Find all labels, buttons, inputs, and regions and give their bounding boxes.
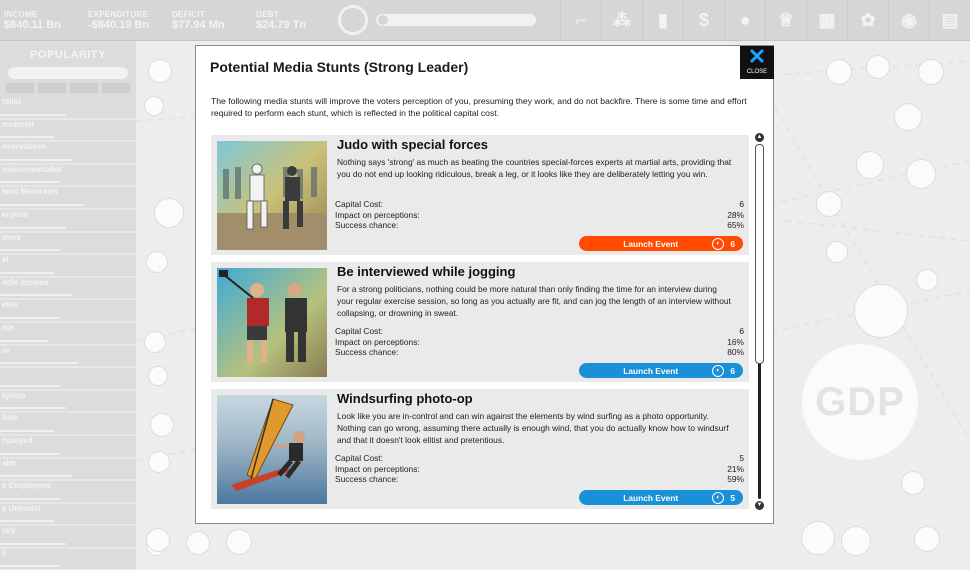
voter-group-label: motorist bbox=[2, 119, 34, 129]
voter-group[interactable] bbox=[0, 323, 136, 346]
voter-group[interactable] bbox=[0, 187, 136, 210]
voter-group[interactable] bbox=[0, 481, 136, 504]
success-row bbox=[335, 347, 744, 358]
policy-bubble[interactable] bbox=[186, 531, 210, 555]
stunt-description: Look like you are in-control and can win against the elements by wind surfing as a photo opportunity. Nothing can go wrong, assuming there actually is enough wind, that you do actually know how to windsurf and that it doesn't look elitist and pretentious. bbox=[337, 411, 729, 445]
success-row bbox=[335, 474, 744, 485]
popularity-bar bbox=[0, 362, 78, 364]
row-label: Capital Cost: bbox=[335, 199, 383, 209]
voter-group[interactable] bbox=[0, 300, 136, 323]
row-value: 6 bbox=[739, 199, 744, 209]
policy-bubble[interactable] bbox=[918, 59, 944, 85]
launch-event-button[interactable] bbox=[579, 363, 743, 378]
stunt-card-windsurfing bbox=[211, 389, 749, 509]
voter-group-label: nvironmentalist bbox=[2, 164, 62, 174]
stunt-description: Nothing says 'strong' as much as beating the countries special-forces experts at martial arts, providing that you do not end up looking ridiculous, break a leg, or it looks like they are deliberately letting you win. bbox=[337, 157, 732, 179]
news-icon[interactable]: ▦ bbox=[806, 0, 847, 40]
voter-group[interactable] bbox=[0, 165, 136, 188]
stunt-card-judo bbox=[211, 135, 749, 255]
voter-group[interactable] bbox=[0, 346, 136, 369]
policy-bubble[interactable] bbox=[841, 526, 871, 556]
media-stunts-dialog bbox=[195, 45, 774, 524]
popularity-bar bbox=[0, 520, 54, 522]
policy-bubble[interactable] bbox=[826, 241, 848, 263]
popularity-bar bbox=[0, 430, 54, 432]
row-value: 21% bbox=[727, 463, 744, 474]
sidebar-tab[interactable] bbox=[6, 83, 34, 93]
impact-row bbox=[335, 337, 744, 348]
stat-value: $77.94 Mn bbox=[172, 18, 225, 31]
policy-bubble[interactable] bbox=[148, 366, 168, 386]
row-value: 28% bbox=[727, 209, 744, 220]
popularity-bar bbox=[0, 407, 66, 409]
stunt-list-scrollbar[interactable] bbox=[754, 133, 765, 514]
dialog-title: Potential Media Stunts (Strong Leader) bbox=[210, 59, 469, 75]
row-value: 6 bbox=[739, 326, 744, 336]
row-label: Success chance: bbox=[335, 347, 399, 357]
voter-group-list bbox=[0, 97, 136, 570]
voter-group-label: al bbox=[2, 255, 9, 265]
policy-bubble[interactable] bbox=[906, 159, 936, 189]
impact-row bbox=[335, 210, 744, 221]
political-capital-icon: ◐ bbox=[712, 492, 724, 504]
badge-icon[interactable]: ◉ bbox=[888, 0, 929, 40]
voter-group[interactable] bbox=[0, 210, 136, 233]
voter-group-label: ents bbox=[2, 300, 19, 310]
jogging-illustration bbox=[217, 268, 327, 377]
policy-bubble[interactable] bbox=[148, 451, 170, 473]
popularity-bar bbox=[0, 249, 60, 251]
policy-bubble[interactable] bbox=[226, 529, 252, 555]
policy-bubble[interactable] bbox=[801, 521, 835, 555]
capital-cost-row bbox=[335, 453, 744, 464]
policy-bubble[interactable] bbox=[150, 413, 174, 437]
stunt-description: For a strong politicians, nothing could be more natural than only finding the time for an interview during your regular exercise session, so long as you actually are fit, and can jog the length of an interview without collapsing, or drowning in sweat. bbox=[337, 284, 731, 318]
popularity-bar bbox=[0, 294, 72, 296]
policy-bubble[interactable] bbox=[144, 331, 166, 353]
stunt-title: Be interviewed while jogging bbox=[337, 264, 516, 279]
row-value: 16% bbox=[727, 336, 744, 347]
policy-bubble[interactable] bbox=[916, 269, 938, 291]
voter-group-label: ddle Income bbox=[2, 277, 49, 287]
stat-label: DEFICIT bbox=[172, 9, 206, 19]
stunt-card-jogging bbox=[211, 262, 749, 382]
stunt-stats bbox=[335, 453, 744, 485]
lightbulb-icon[interactable]: ● bbox=[724, 0, 765, 40]
stunt-list bbox=[211, 135, 749, 509]
popularity-bar bbox=[0, 272, 54, 274]
gear-icon[interactable]: ✿ bbox=[847, 0, 888, 40]
trophy-icon[interactable]: ♕ bbox=[765, 0, 806, 40]
popularity-bar bbox=[0, 317, 60, 319]
scroll-up-icon[interactable]: ▲ bbox=[756, 134, 763, 140]
row-value: 59% bbox=[727, 474, 744, 484]
voter-group[interactable] bbox=[0, 97, 136, 120]
voter-group[interactable] bbox=[0, 549, 136, 570]
scroll-thumb[interactable] bbox=[755, 144, 764, 364]
voter-group[interactable] bbox=[0, 413, 136, 436]
policy-bubble[interactable] bbox=[866, 55, 890, 79]
policy-bubble[interactable] bbox=[901, 471, 925, 495]
policy-bubble[interactable] bbox=[856, 151, 884, 179]
voter-group-label: eryone bbox=[2, 209, 29, 219]
sidebar-tab[interactable] bbox=[70, 83, 98, 93]
close-label: CLOSE bbox=[746, 69, 768, 75]
stunt-stats bbox=[335, 326, 744, 358]
policy-bubble[interactable] bbox=[854, 284, 908, 338]
launch-label: Launch Event bbox=[623, 365, 679, 376]
turn-progress-bar[interactable] bbox=[376, 14, 536, 26]
launch-cost: 5 bbox=[730, 492, 735, 503]
sidebar-title: POPULARITY bbox=[30, 49, 106, 61]
row-label: Impact on perceptions: bbox=[335, 209, 420, 220]
policy-bubble[interactable] bbox=[826, 59, 852, 85]
popularity-bar bbox=[0, 340, 48, 342]
stat-income bbox=[0, 10, 84, 31]
voter-group-label: hnic Minorities bbox=[2, 187, 59, 197]
popularity-bar bbox=[0, 114, 66, 116]
launch-cost: 6 bbox=[730, 365, 735, 376]
political-capital-icon: ◐ bbox=[712, 238, 724, 250]
stunt-title: Judo with special forces bbox=[337, 137, 488, 152]
stat-deficit bbox=[168, 10, 252, 31]
popularity-bar bbox=[0, 227, 66, 229]
popularity-bar bbox=[0, 565, 60, 567]
popularity-bar bbox=[0, 181, 60, 183]
turn-progress-knob[interactable] bbox=[378, 15, 388, 25]
top-bar bbox=[0, 0, 970, 41]
voter-group-label: or bbox=[2, 345, 10, 355]
policy-bubble[interactable] bbox=[144, 96, 164, 116]
judo-illustration bbox=[217, 141, 327, 250]
stunt-title: Windsurfing photo-op bbox=[337, 391, 473, 406]
stat-value: $24.79 Tn bbox=[256, 18, 307, 31]
stat-label: EXPENDITURE bbox=[88, 9, 149, 19]
popularity-bar bbox=[0, 475, 72, 477]
row-label: Capital Cost: bbox=[335, 326, 383, 336]
voter-group[interactable] bbox=[0, 142, 136, 165]
voter-group-label: talist bbox=[2, 97, 21, 106]
sidebar-tabs bbox=[6, 83, 130, 93]
voter-group-label: h bbox=[2, 548, 7, 558]
stat-value: $840.11 Bn bbox=[4, 18, 61, 31]
stat-debt bbox=[252, 10, 336, 31]
impact-row bbox=[335, 464, 744, 475]
popularity-bar bbox=[0, 385, 60, 387]
sidebar-tab[interactable] bbox=[38, 83, 66, 93]
launch-event-button[interactable] bbox=[579, 490, 743, 505]
voter-group[interactable] bbox=[0, 391, 136, 414]
stat-expenditure bbox=[84, 10, 168, 31]
sidebar-tab[interactable] bbox=[102, 83, 130, 93]
voter-group-label: nts bbox=[2, 322, 14, 332]
voter-group[interactable] bbox=[0, 504, 136, 527]
success-row bbox=[335, 220, 744, 231]
row-label: Success chance: bbox=[335, 220, 399, 230]
scroll-down-icon[interactable]: ▼ bbox=[756, 502, 763, 508]
policy-bubble[interactable] bbox=[894, 103, 922, 131]
voter-group[interactable] bbox=[0, 368, 136, 391]
popularity-sidebar bbox=[0, 41, 136, 570]
voter-group[interactable] bbox=[0, 120, 136, 143]
sidebar-filter-slider[interactable] bbox=[8, 67, 128, 79]
voter-group[interactable] bbox=[0, 526, 136, 549]
top-icon-bar bbox=[560, 0, 970, 40]
voter-group[interactable] bbox=[0, 278, 136, 301]
popularity-bar bbox=[0, 204, 84, 206]
gun-icon[interactable]: ⌐ bbox=[560, 0, 601, 40]
row-value: 5 bbox=[739, 453, 744, 463]
row-label: Success chance: bbox=[335, 474, 399, 484]
row-label: Capital Cost: bbox=[335, 453, 383, 463]
voter-group-label: e Employees bbox=[2, 481, 51, 491]
document-icon[interactable]: ▤ bbox=[929, 0, 970, 40]
launch-label: Launch Event bbox=[623, 492, 679, 503]
stat-label: DEBT bbox=[256, 9, 279, 19]
dollar-icon[interactable]: $ bbox=[683, 0, 724, 40]
popularity-bar bbox=[0, 453, 60, 455]
policy-bubble[interactable] bbox=[146, 528, 170, 552]
launch-cost: 6 bbox=[730, 238, 735, 249]
policy-bubble[interactable] bbox=[146, 251, 168, 273]
popularity-bar bbox=[0, 159, 72, 161]
people-icon[interactable]: ⁂ bbox=[601, 0, 642, 40]
policy-bubble[interactable] bbox=[154, 198, 184, 228]
row-label: Impact on perceptions: bbox=[335, 463, 420, 474]
close-icon: ✕ bbox=[747, 44, 767, 69]
voter-group-label: lists bbox=[2, 413, 19, 423]
voter-group-label: nployed bbox=[2, 435, 33, 445]
launch-event-button[interactable] bbox=[579, 236, 743, 251]
gdp-indicator[interactable]: GDP bbox=[802, 344, 918, 460]
launch-label: Launch Event bbox=[623, 238, 679, 249]
voter-group[interactable] bbox=[0, 233, 136, 256]
policy-bubble[interactable] bbox=[148, 59, 172, 83]
row-label: Impact on perceptions: bbox=[335, 336, 420, 347]
voter-group-label: e Unionist bbox=[2, 503, 41, 513]
close-button[interactable] bbox=[740, 46, 774, 79]
clock-icon[interactable] bbox=[338, 5, 368, 35]
capital-cost-row bbox=[335, 326, 744, 337]
voter-group-label: igious bbox=[2, 390, 26, 400]
bar-chart-icon[interactable]: ▮ bbox=[642, 0, 683, 40]
voter-group[interactable] bbox=[0, 436, 136, 459]
political-capital-icon: ◐ bbox=[712, 365, 724, 377]
policy-bubble[interactable] bbox=[816, 191, 842, 217]
dialog-intro: The following media stunts will improve the voters perception of you, presuming they work, and do not backfire. There is some time and effort required to perform each stunt, which is reflected in the political capital cost. bbox=[211, 96, 747, 118]
stunt-stats bbox=[335, 199, 744, 231]
popularity-bar bbox=[0, 498, 60, 500]
row-value: 80% bbox=[727, 347, 744, 357]
voter-group-label: mers bbox=[2, 232, 22, 242]
stat-value: -$840.19 Bn bbox=[88, 18, 150, 31]
capital-cost-row bbox=[335, 199, 744, 210]
stat-label: INCOME bbox=[4, 9, 38, 19]
policy-bubble[interactable] bbox=[914, 526, 940, 552]
popularity-bar bbox=[0, 543, 66, 545]
voter-group[interactable] bbox=[0, 255, 136, 278]
voter-group[interactable] bbox=[0, 459, 136, 482]
voter-group-label: ally bbox=[2, 526, 16, 536]
row-value: 65% bbox=[727, 220, 744, 230]
scroll-track[interactable] bbox=[758, 144, 761, 499]
popularity-bar bbox=[0, 136, 54, 138]
voter-group-label: nservatives bbox=[2, 142, 47, 152]
voter-group-label: alth bbox=[2, 458, 17, 468]
windsurf-illustration bbox=[217, 395, 327, 504]
